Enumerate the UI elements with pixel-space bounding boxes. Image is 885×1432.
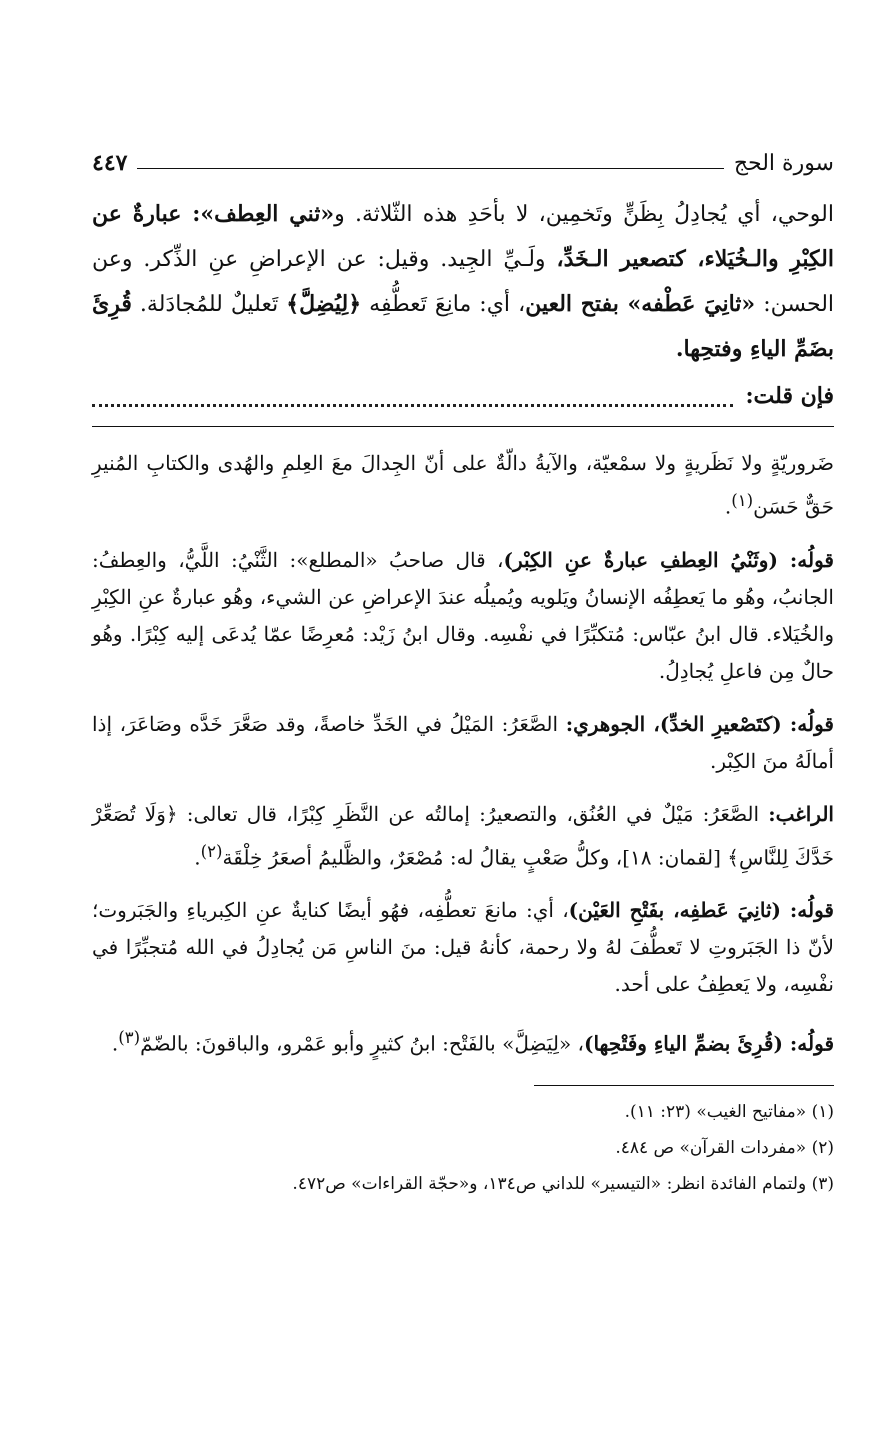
footnote-ref: (٣) <box>118 1028 141 1048</box>
commentary-paragraph: ضَروريّةٍ ولا نَظَريةٍ ولا سمْعيّة، والآيةُ دالّةٌ على أنّ الجِدالَ معَ العِلمِ والهُدى والكتابِ المُنيرِ حَقٌّ حَسَن$^{(١)}$. <box>92 451 834 519</box>
commentary-paragraph <box>92 706 834 780</box>
main-text-segment: ، أي: مانِعَ تَعطُّفِه <box>361 292 526 317</box>
commentary-text: ضَروريّةٍ ولا نَظَريةٍ ولا سمْعيّة، والآيةُ دالّةٌ على أنّ الجِدالَ معَ العِلمِ والهُدى والكتابِ المُنيرِ حَقٌّ حَسَن <box>92 451 834 519</box>
commentary-paragraph: الراغب: الصَّعَرُ: مَيْلٌ في العُنُق، والتصعيرُ: إمالتُه عن النَّظَرِ كِبْرًا، قال تعالى: ﴿وَلَا تُصَعِّرْ خَدَّكَ لِلنَّاسِ﴾ [لقمان: ١٨]، وكلُّ صَعْبٍ يقالُ له: مُصْعَرٌ، والظَّليمُ أصعَرُ خِلْقَة$^{(٢)}$. <box>92 801 834 870</box>
footnote: (٣) ولتمام الفائدة انظر: «التيسير» للداني ص١٣٤، و«حجّة القراءات» ص٤٧٢. <box>292 1173 834 1194</box>
main-text-segment: ولَـيِّ الجِيد. وقيل: عن الإعراضِ عنِ الذِّكر. وعن الحسن: <box>92 247 835 317</box>
footnote-separator <box>534 1085 834 1086</box>
main-text-segment: تَعليلٌ للمُجادَلة. <box>131 292 287 317</box>
page <box>92 140 834 1208</box>
question-line <box>92 376 834 416</box>
commentary <box>92 445 834 1063</box>
commentary-lemma: قولُه: (كتَصْعيرِ الخدِّ)، الجوهري: <box>565 711 834 736</box>
commentary-text: ، «لِيَضِلَّ» بالفَتْح: ابنُ كثيرٍ وأبو عَمْرو، والباقونَ: بالضّمّ <box>140 1031 584 1056</box>
commentary-lemma: الراغب: <box>768 801 834 826</box>
commentary-lemma: قولُه: (قُرِئَ بضمِّ الياءِ وفَتْحِها) <box>584 1031 834 1056</box>
section-divider <box>92 426 834 427</box>
footnote: (١) «مفاتيح الغيب» (٢٣: ١١). <box>624 1101 834 1122</box>
commentary-paragraph <box>92 892 834 1003</box>
question-label: فإن قلت: <box>745 383 834 409</box>
commentary-text: ، قال صاحبُ «المطلع»: الثَّنْيُ: اللَّيُّ، والعِطفُ: الجانبُ، وهُو ما يَعطِفُه الإنسانُ ويَلويه ويُميلُه عندَ الإعراضِ عن الشيء، وهُو عبارةٌ عنِ الكِبْرِ والخُيَلاء. قال ابنُ عبّاس: مُتكبِّرًا في نفْسِه. وقال ابنُ زَيْد: مُعرِضًا عمّا يُدعَى إليه كِبْرًا. وهُو حالٌ مِن فاعلِ يُجادِلُ. <box>92 547 834 683</box>
main-text-segment: الوحي، أي يُجادِلُ بِظَنٍّ وتَخمِين، لا بأحَدِ هذه الثّلاثة. و <box>334 202 834 227</box>
running-header <box>92 140 834 186</box>
commentary-text: الصَّعَرُ: المَيْلُ في الخَدِّ خاصةً، وقد صَعَّرَ خَدَّه وصَاعَرَ، إذا أمالَهُ منَ الكِبْر. <box>92 711 834 773</box>
dotted-leader <box>92 386 733 407</box>
main-text-bold: «ثني العِطف»: عبارةٌ عن الكِبْرِ والـخُيَلاء، كتصعير الـخَدِّ، <box>92 201 834 272</box>
commentary-text: الصَّعَرُ: مَيْلٌ في العُنُق، والتصعيرُ: إمالتُه عن النَّظَرِ كِبْرًا، قال تعالى: ﴿وَلَا تُصَعِّرْ خَدَّكَ لِلنَّاسِ﴾ [لقمان: ١٨]، وكلُّ صَعْبٍ يقالُ له: مُصْعَرٌ، والظَّليمُ أصعَرُ خِلْقَة <box>92 801 834 870</box>
commentary-paragraph: قولُه: (قُرِئَ بضمِّ الياءِ وفَتْحِها)، «لِيَضِلَّ» بالفَتْح: ابنُ كثيرٍ وأبو عَمْرو، والباقونَ: بالضّمّ$^{(٣)}$. <box>111 1028 834 1056</box>
footnote-ref: (١) <box>731 491 754 510</box>
commentary-lemma: قولُه: (ثانِيَ عَطفِه، بفَتْحِ العَيْن) <box>568 898 834 923</box>
commentary-lemma: قولُه: (وثَنْيُ العِطفِ عبارةٌ عنِ الكِبْر) <box>503 547 834 572</box>
header-rule <box>137 168 723 169</box>
footnote: (٢) «مفردات القرآن» ص ٤٨٤. <box>615 1137 834 1158</box>
quran-quote: ﴿لِيُضِلَّ﴾ <box>286 291 362 317</box>
surah-title: سورة الحج <box>733 150 834 176</box>
main-text <box>92 192 834 372</box>
main-text-bold: قُرِئَ بضَمِّ الياءِ وفتحِها. <box>92 291 834 362</box>
footnotes <box>92 1100 834 1196</box>
footnote-ref: (٢) <box>200 841 223 861</box>
page-number: ٤٤٧ <box>92 150 128 176</box>
main-text-bold: «ثانِيَ عَطْفه» بفتح العين <box>525 291 756 317</box>
commentary-text: ، أي: مانعَ تعطُّفِه، فهُو أيضًا كنايةٌ عنِ الكِبرياءِ والجَبَروت؛ لأنّ ذا الجَبَروتِ لا تَعطُّفَ لهُ ولا رحمة، كأنهُ قيل: منَ الناسِ مَن يُجادِلُ في الله مُتجبِّرًا في نفْسِه، ولا يَعطِفُ على أحد. <box>92 898 834 997</box>
commentary-paragraph <box>92 542 834 690</box>
